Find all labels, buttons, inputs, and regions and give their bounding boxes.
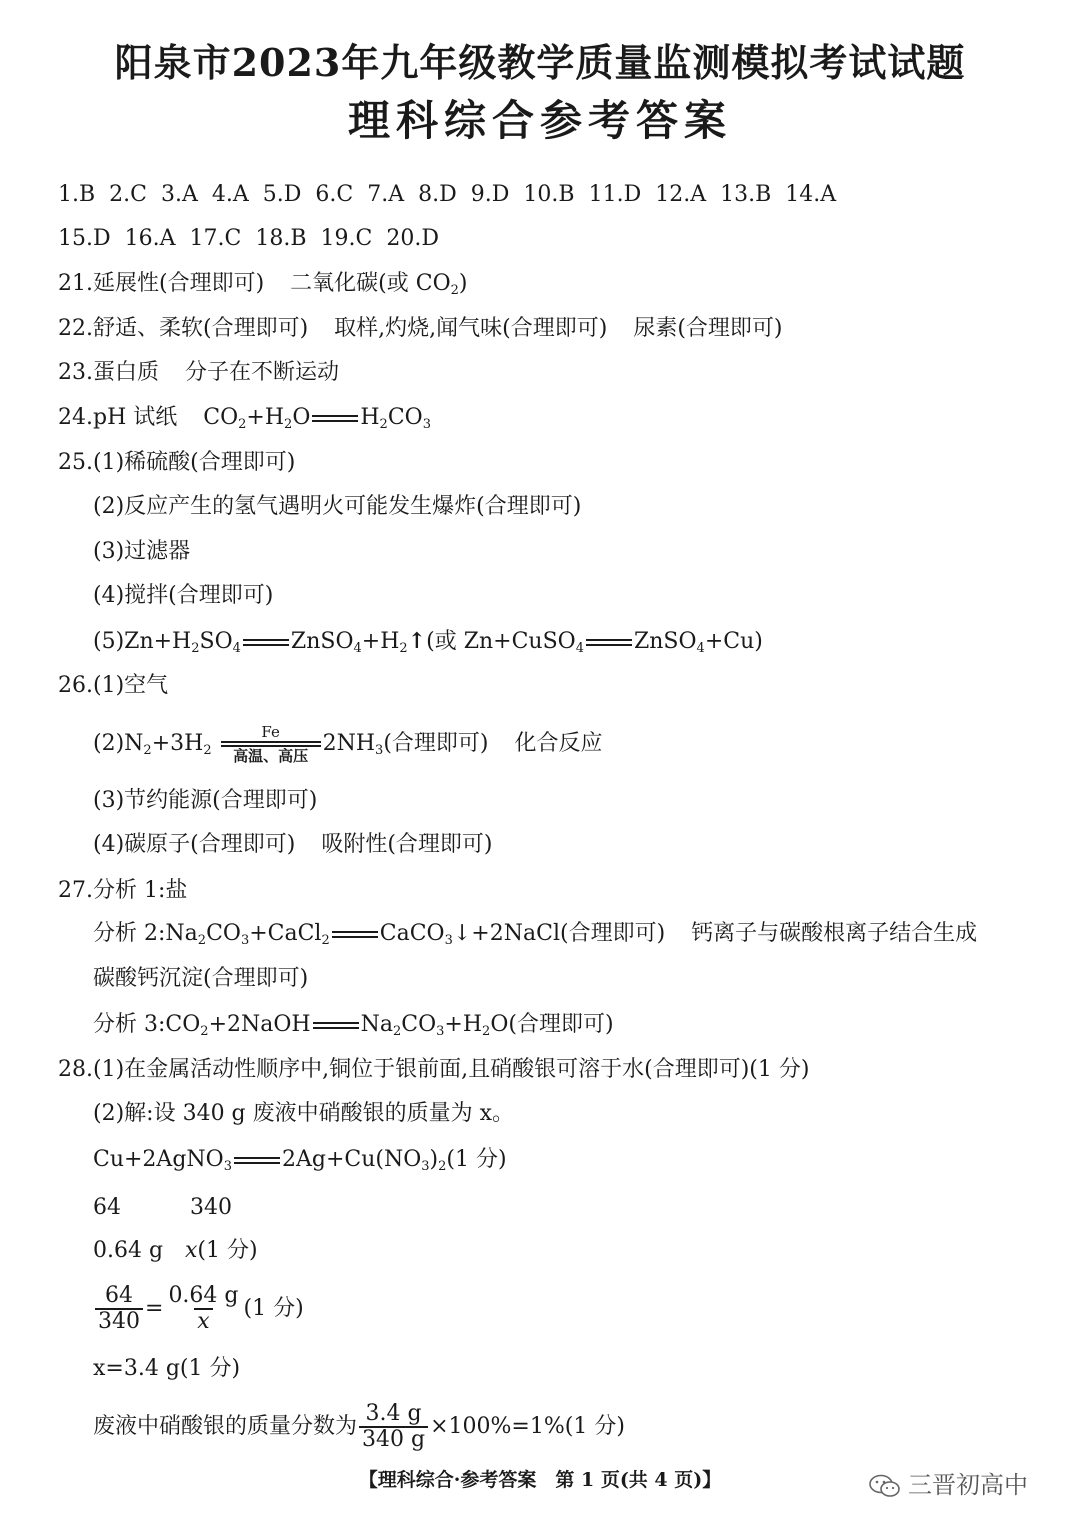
numerator: 64 (105, 1283, 133, 1308)
molar-mass-cu: 64 (93, 1195, 121, 1220)
fraction-left (95, 1284, 143, 1334)
answer-27-2-cont: 碳酸钙沉淀(合理即可) (93, 966, 309, 991)
answer-25-5-label: (5) (93, 629, 125, 654)
score-label: (1 分) (446, 1147, 507, 1172)
wechat-icon (868, 1474, 902, 1498)
answer-27-3 (93, 1010, 614, 1040)
equation-zn-h2so4: $Zn+H_2SO_4$ $ZnSO_4+H_2$ ↑ (124, 629, 426, 654)
answer-26-3: (3)节约能源(合理即可) (93, 788, 318, 813)
watermark (868, 1465, 1028, 1500)
answer-22-part-a: 22.舒适、柔软(合理即可) (58, 316, 309, 341)
answer-25-2: (2)反应产生的氢气遇明火可能发生爆炸(合理即可) (93, 494, 582, 519)
answer-27-3-label: 分析 3: (93, 1012, 166, 1037)
reaction-type: 化合反应 (514, 731, 603, 756)
equation-co2-h2o: $CO_2+H_2O$ $H_2CO_3$ (203, 405, 431, 432)
unknown-x: x (185, 1238, 198, 1263)
page-subtitle: 理科综合参考答案 (347, 96, 732, 145)
answer-28-final (93, 1402, 625, 1452)
mc-answer: 8.D (418, 182, 457, 207)
mass-cu: 0.64 g (93, 1238, 164, 1263)
mc-answer: 1.B (58, 182, 96, 207)
mc-answer: 13.B (720, 182, 772, 207)
answer-28-proportion: $\frac{64}{340}$ = $\frac{0.64 g}{x}$ (1 分) (93, 1284, 304, 1334)
answer-27-2-label: 分析 2: (93, 921, 166, 946)
answer-28-result (93, 1354, 240, 1384)
mc-answer: 4.A (211, 182, 249, 207)
subscript: 2 (450, 283, 459, 298)
fraction-right (165, 1284, 241, 1334)
score-label: (1 分) (564, 1414, 625, 1439)
answer-21-part-b: 二氧化碳(或 CO (290, 271, 451, 296)
answer-28-2: (2)解:设 340 g 废液中硝酸银的质量为 x。 (93, 1101, 515, 1126)
fraction-final (359, 1402, 428, 1452)
result-x: x=3.4 g (93, 1356, 180, 1381)
mc-answer: 16.A (124, 226, 176, 251)
answer-25-5-alt: (或 (426, 629, 464, 654)
mc-answer: 18.B (255, 226, 307, 251)
mc-answer: 10.B (523, 182, 575, 207)
answer-25-1: 25.(1)稀硫酸(合理即可) (58, 450, 296, 475)
answer-25-5 (93, 626, 763, 657)
mc-answer: 9.D (470, 182, 510, 207)
mc-answer: 3.A (161, 182, 198, 207)
denominator: 340 (95, 1308, 143, 1334)
page-title: 阳泉市2023年九年级教学质量监测模拟考试试题 (114, 40, 966, 85)
answer-22 (58, 314, 782, 344)
numerator: 3.4 g (365, 1401, 422, 1426)
answer-23-part-a: 23.蛋白质 (58, 360, 159, 385)
score-label: (1 分) (243, 1296, 304, 1321)
mc-answer: 12.A (655, 182, 707, 207)
equation-haber: $N_2+3H_2$ Fe 高温、高压 $2NH_3$ (124, 723, 384, 765)
answer-26-4 (93, 830, 493, 860)
denominator: 340 g (359, 1426, 428, 1452)
answer-27-3-note: (合理即可) (508, 1012, 614, 1037)
answer-26-4-part-a: (4)碳原子(合理即可) (93, 832, 296, 857)
answer-23-part-b: 分子在不断运动 (185, 360, 340, 385)
watermark-text: 三晋初高中 (908, 1471, 1028, 1499)
answer-25-4: (4)搅拌(合理即可) (93, 583, 274, 608)
answer-27-2-note: (合理即可) (559, 921, 666, 946)
mc-answer: 14.A (785, 182, 837, 207)
mc-answer: 6.C (315, 182, 354, 207)
answer-28-ratio (93, 1193, 232, 1223)
denominator (194, 1308, 212, 1334)
mc-answer: 17.C (189, 226, 242, 251)
answer-21-part-a: 21.延展性(合理即可) (58, 271, 265, 296)
score-label: (1 分) (197, 1238, 258, 1263)
answer-28-equation (93, 1145, 507, 1175)
mc-answer: 2.C (109, 182, 147, 207)
score-label: (1 分) (179, 1356, 241, 1381)
answer-26-2 (93, 720, 603, 768)
answer-28-1: 28.(1)在金属活动性顺序中,铜位于银前面,且硝酸银可溶于水(合理即可)(1 分) (58, 1057, 810, 1082)
final-percentage: ×100%=1% (430, 1414, 565, 1439)
mc-answers-row-1 (58, 180, 850, 210)
page-footer: 【理科综合·参考答案 第 1 页(共 4 页)】 (358, 1469, 722, 1491)
equation-co2-naoh: $CO_2+2NaOH$ $Na_2CO_3+H_2O$ (165, 1012, 509, 1039)
answer-21-close: ) (458, 271, 468, 296)
answer-26-2-note: (合理即可) (383, 731, 489, 756)
mc-answers-row-2 (58, 224, 453, 254)
mc-answer: 15.D (58, 226, 111, 251)
answer-22-part-c: 尿素(合理即可) (633, 316, 783, 341)
equation-na2co3-cacl2: $Na_2CO_3+CaCl_2$ CaCO$_3$↓+2NaCl (165, 921, 560, 948)
answer-23 (58, 358, 339, 388)
answer-26-1: 26.(1)空气 (58, 673, 169, 698)
answer-27-2 (93, 919, 977, 949)
equation-cu-agno3: Cu+2AgNO$_3$ $2Ag+Cu(NO_3)_2$ (93, 1147, 447, 1174)
mc-answer: 7.A (367, 182, 405, 207)
final-label: 废液中硝酸银的质量分数为 (93, 1414, 358, 1439)
mc-answer: 19.C (320, 226, 373, 251)
answer-26-4-part-b: 吸附性(合理即可) (321, 832, 493, 857)
answer-24-part-a: 24.pH 试纸 (58, 405, 178, 430)
mc-answer: 11.D (588, 182, 642, 207)
answer-25-3: (3)过滤器 (93, 539, 191, 564)
catalyst-label: Fe (261, 723, 280, 741)
answer-28-mass (93, 1236, 258, 1266)
answer-27-1: 27.分析 1:盐 (58, 878, 188, 903)
mc-answer: 20.D (386, 226, 439, 251)
unknown-x: x (197, 1309, 210, 1334)
answer-26-2-label: (2) (93, 731, 125, 756)
condition-label: 高温、高压 (233, 747, 309, 765)
answer-27-2-reason: 钙离子与碳酸根离子结合生成 (691, 921, 978, 946)
answer-21 (58, 269, 467, 299)
equation-zn-cuso4: Zn+CuSO$_4$ ZnSO$_4$+Cu) (463, 629, 763, 656)
molar-mass-agno3: 340 (190, 1195, 232, 1220)
answer-22-part-b: 取样,灼烧,闻气味(合理即可) (334, 316, 608, 341)
answer-24 (58, 403, 431, 433)
numerator: 0.64 g (168, 1283, 239, 1308)
mc-answer: 5.D (262, 182, 302, 207)
